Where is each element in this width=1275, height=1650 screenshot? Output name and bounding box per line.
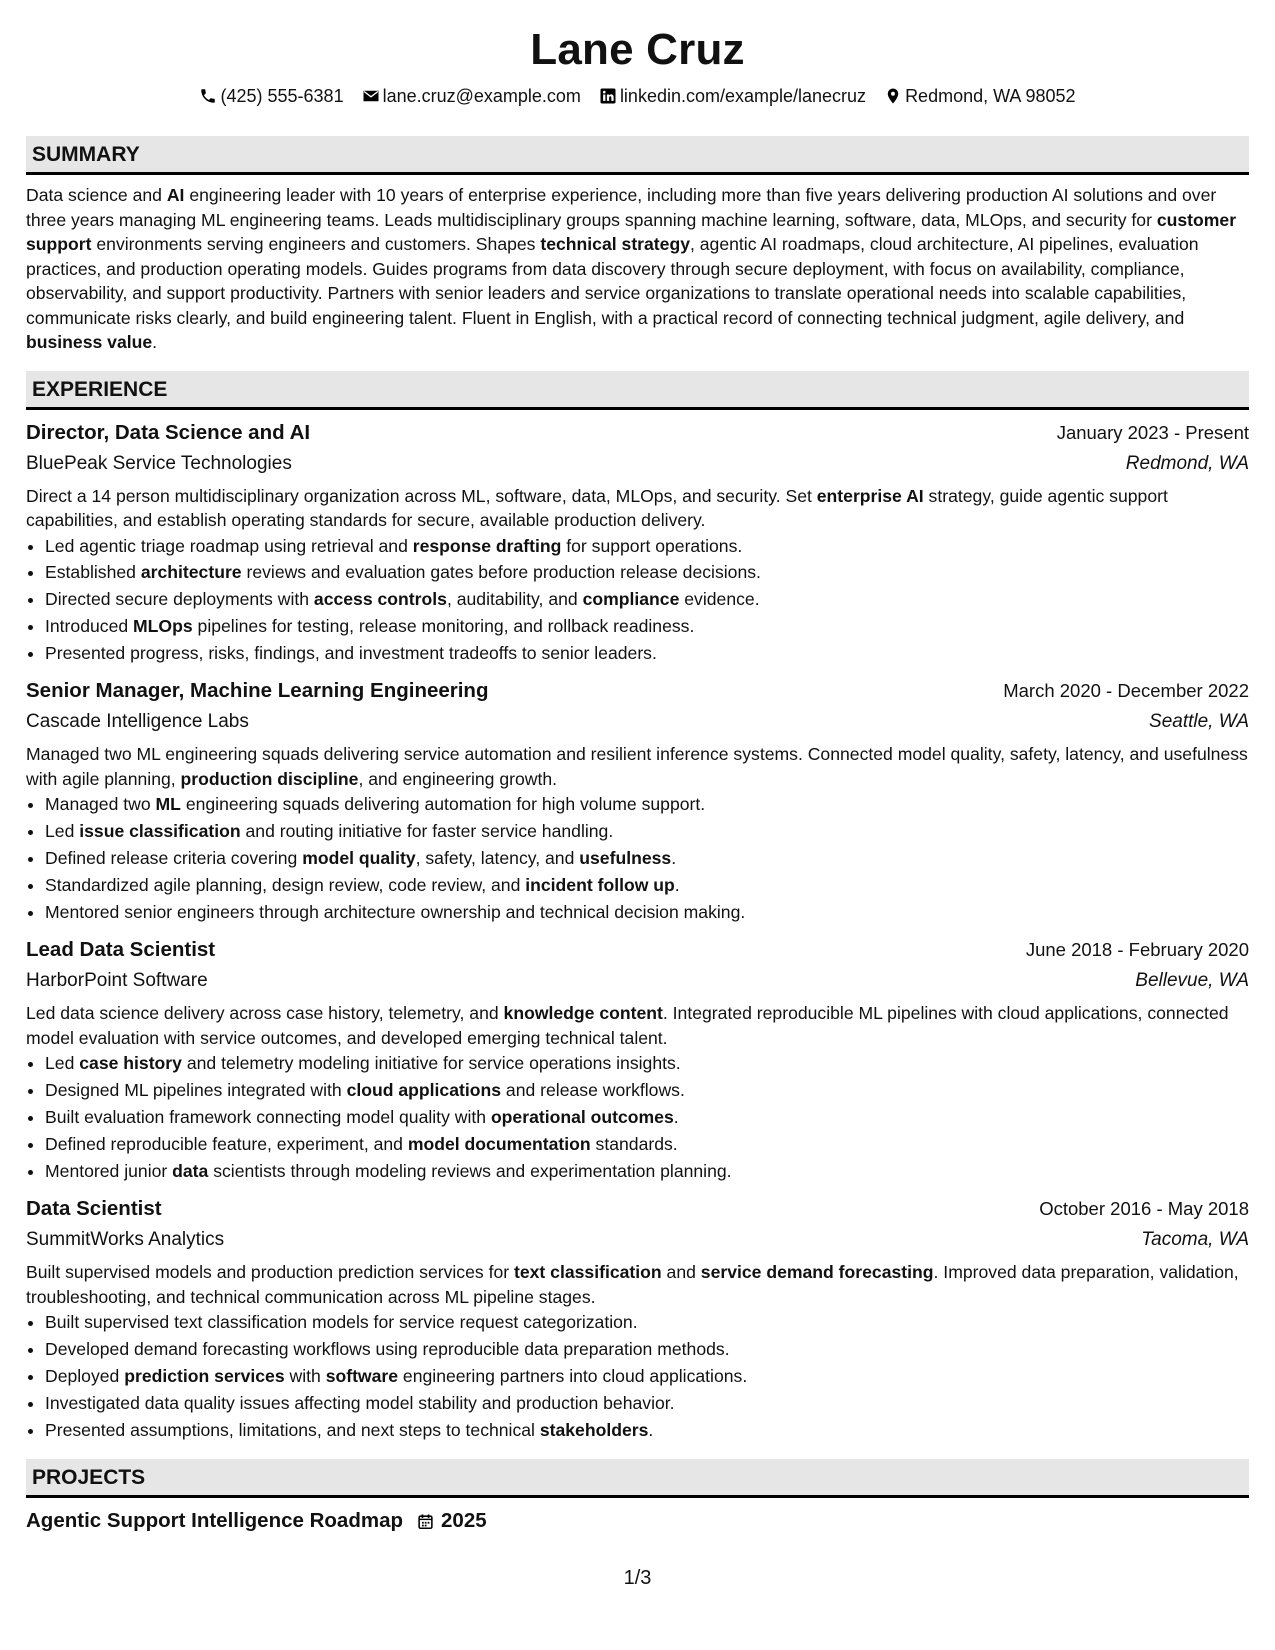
map-pin-icon [884,87,902,105]
emphasis: software [325,1366,399,1387]
emphasis: knowledge content [503,1003,663,1024]
job-bullet: • Mentored junior data scientists through modeling reviews and experimentation planning. [45,1158,1249,1185]
job-bullet: • Mentored senior engineers through architecture ownership and technical decision making. [45,899,1249,926]
emphasis: model quality [302,848,416,869]
emphasis: compliance [582,589,680,610]
contact-email[interactable] [362,84,581,108]
emphasis: ML [155,794,181,815]
emphasis: operational outcomes [490,1107,674,1128]
emphasis: access controls [313,589,447,610]
emphasis: architecture [140,562,242,583]
emphasis: technical strategy [540,234,690,254]
projects-heading: PROJECTS [26,1459,1249,1498]
phone-icon [199,87,217,105]
contact-email-text[interactable]: lane.cruz@example.com [382,86,581,106]
envelope-icon [362,87,380,105]
contact-linkedin[interactable] [599,84,866,108]
job-bullet: • Led agentic triage roadmap using retrieval and response drafting for support operations. [45,533,1249,560]
project-year: 2025 [441,1509,487,1533]
job-company: Cascade Intelligence Labs [26,711,249,733]
job-dates: October 2016 - May 2018 [1039,1198,1249,1220]
emphasis: prediction services [124,1366,285,1387]
job-dates: March 2020 - December 2022 [1003,680,1249,702]
emphasis: incident follow up [525,874,675,895]
job-description: Built supervised models and production prediction services for text classification and service demand forecasting. Improved data preparation, validation, troubleshooting, and technical communication across ML pipeline stages. [26,1262,1239,1307]
contact-phone-text: (425) 555-6381 [220,86,344,106]
job-bullet: • Led case history and telemetry modeling initiative for service operations insights. [45,1050,1249,1077]
job-bullet: • Presented assumptions, limitations, and next steps to technical stakeholders. [45,1417,1249,1444]
emphasis: issue classification [79,821,241,842]
emphasis: AI [166,185,185,205]
job-bullet: • Designed ML pipelines integrated with cloud applications and release workflows. [45,1077,1249,1104]
job-company-row [26,965,1249,997]
job-company: SummitWorks Analytics [26,1229,225,1251]
page-number: 1/3 [623,1567,652,1589]
project-name: Agentic Support Intelligence Roadmap [26,1509,404,1533]
job-bullet-list [26,533,1249,667]
contact-location [884,84,1075,108]
project-entry [26,1506,1249,1536]
job-title-row [26,1194,1249,1224]
job-company: HarborPoint Software [26,970,208,992]
contact-location-text: Redmond, WA 98052 [905,86,1076,106]
job-company-row [26,1224,1249,1256]
candidate-name: Lane Cruz [530,25,745,74]
job-dates: January 2023 - Present [1056,421,1249,443]
job-company-row [26,448,1249,480]
linkedin-icon [599,87,617,105]
emphasis: service demand forecasting [700,1262,934,1283]
job-description: Led data science delivery across case history, telemetry, and knowledge content. Integrated reproducible ML pipelines with cloud applications, connected model evaluation with service outcomes, and developed emerging technical talent. [26,1003,1229,1048]
job-bullet: • Defined reproducible feature, experiment, and model documentation standards. [45,1131,1249,1158]
contact-phone [199,84,343,108]
summary-text: Data science and AI engineering leader with 10 years of enterprise experience, including more than five years delivering production AI solutions and over three years managing ML engineering teams. Leads multidisciplinary groups spanning machine learning, software, data, MLOps, and security for customer support environments serving engineers and customers. Shapes technical strategy, agentic AI roadmaps, cloud architecture, AI pipelines, evaluation practices, and production operating models. Guides programs from data discovery through secure deployment, with focus on availability, compliance, observability, and support productivity. Partners with senior leaders and service organizations to translate operational needs into scalable capabilities, communicate risks clearly, and build engineering talent. Fluent in English, with a practical record of connecting technical judgment, agile delivery, and business value. [26,185,1237,352]
calendar-icon [417,1513,434,1530]
emphasis: data [172,1160,209,1181]
job-bullet: • Standardized agile planning, design review, code review, and incident follow up. [45,872,1249,899]
job-bullet: • Built supervised text classification models for service request categorization. [45,1309,1249,1336]
contact-bar [26,84,1249,108]
job-title: Director, Data Science and AI [26,420,311,444]
job-title-row [26,418,1249,448]
job-bullet: • Developed demand forecasting workflows using reproducible data preparation methods. [45,1336,1249,1363]
emphasis: business value [26,332,153,352]
job-company-row [26,706,1249,738]
job-bullet-list [26,1309,1249,1443]
job-entry [26,418,1249,667]
job-bullet: • Directed secure deployments with access controls, auditability, and compliance evidence. [45,586,1249,613]
emphasis: text classification [514,1262,662,1283]
job-title: Lead Data Scientist [26,938,216,962]
job-title-row [26,935,1249,965]
job-bullet-list [26,1050,1249,1184]
job-entry [26,935,1249,1184]
job-title-row [26,676,1249,706]
job-bullet: • Investigated data quality issues affecting model stability and production behavior. [45,1390,1249,1417]
job-dates: June 2018 - February 2020 [1025,939,1249,961]
job-company: BluePeak Service Technologies [26,452,292,474]
job-location: Bellevue, WA [1135,970,1249,992]
emphasis: model documentation [407,1133,591,1154]
emphasis: enterprise AI [816,485,924,506]
job-description: Direct a 14 person multidisciplinary organization across ML, software, data, MLOps, and security. Set enterprise AI strategy, guide agentic support capabilities, and establish operating standards for secure, available production delivery. [26,485,1168,530]
job-location: Seattle, WA [1149,711,1249,733]
job-bullet-list [26,791,1249,925]
job-bullet: • Established architecture reviews and evaluation gates before production release decisions. [45,559,1249,586]
emphasis: usefulness [579,848,672,869]
job-entry [26,676,1249,925]
emphasis: customer support [26,209,1237,254]
emphasis: production discipline [180,768,359,789]
job-bullet: • Defined release criteria covering model quality, safety, latency, and usefulness. [45,845,1249,872]
summary-heading: SUMMARY [26,136,1249,175]
job-location: Tacoma, WA [1141,1229,1249,1251]
job-bullet: • Introduced MLOps pipelines for testing, release monitoring, and rollback readiness. [45,613,1249,640]
job-title: Data Scientist [26,1197,162,1221]
job-bullet: • Deployed prediction services with software engineering partners into cloud applications. [45,1363,1249,1390]
job-title: Senior Manager, Machine Learning Engineering [26,679,489,703]
job-bullet: • Presented progress, risks, findings, and investment tradeoffs to senior leaders. [45,640,1249,667]
experience-list [26,418,1249,1444]
emphasis: MLOps [133,615,193,636]
job-location: Redmond, WA [1125,452,1249,474]
job-bullet: • Managed two ML engineering squads delivering automation for high volume support. [45,791,1249,818]
job-description: Managed two ML engineering squads delivering service automation and resilient inference systems. Connected model quality, safety, latency, and usefulness with agile planning, production discipline, and engineering growth. [26,744,1248,789]
job-bullet: • Built evaluation framework connecting model quality with operational outcomes. [45,1104,1249,1131]
resume-page [26,0,1249,1536]
contact-linkedin-text[interactable]: linkedin.com/example/lanecruz [619,86,867,106]
job-entry [26,1194,1249,1443]
experience-heading: EXPERIENCE [26,371,1249,410]
job-bullet: • Led issue classification and routing initiative for faster service handling. [45,818,1249,845]
emphasis: cloud applications [346,1080,502,1101]
emphasis: case history [79,1053,182,1074]
emphasis: stakeholders [539,1419,649,1440]
emphasis: response drafting [412,535,562,556]
